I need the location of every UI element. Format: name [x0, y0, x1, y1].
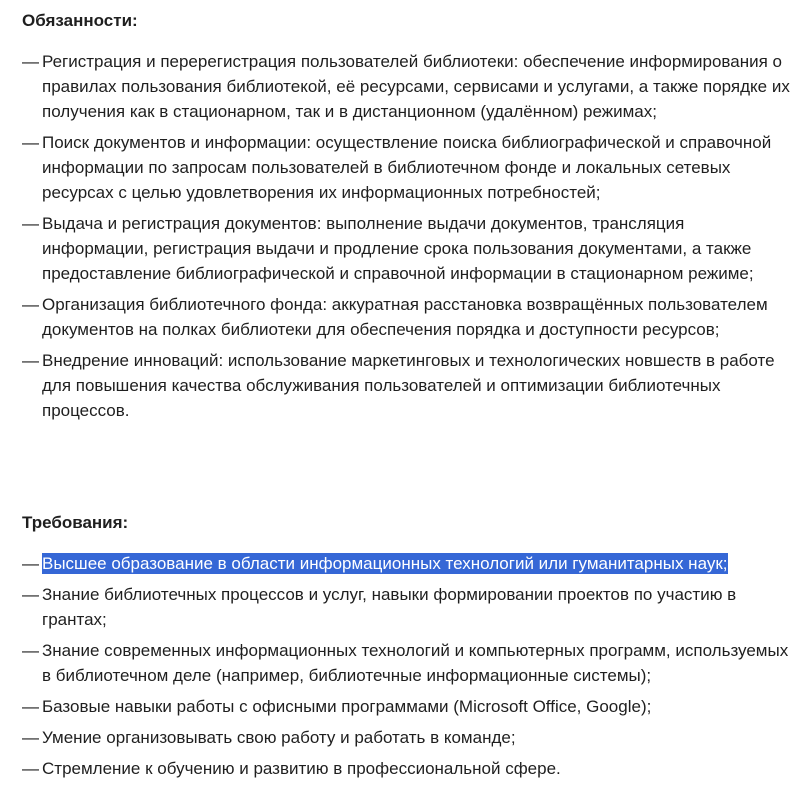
list-item: [0, 551, 811, 576]
list-item-text: Регистрация и перерегистрация пользователей библиотеки: обеспечение информирования о правилах пользования библиотекой, её ресурсами, сервисами и услугами, а также порядке их получения как в стационарном, так и в дистанционном (удалённом) режимах;: [42, 52, 790, 121]
list-item: [0, 694, 811, 719]
duties-heading: Обязанности:: [22, 11, 138, 30]
list-item-text: Базовые навыки работы с офисными программами (Microsoft Office, Google);: [42, 697, 652, 716]
list-dash: —: [22, 351, 39, 370]
list-item-text: Выдача и регистрация документов: выполнение выдачи документов, трансляция информации, регистрация выдачи и продление срока пользования документами, а также предоставление библиографической и справочной информации в стационарном режиме;: [42, 214, 754, 283]
selected-text[interactable]: Высшее образование в области информационных технологий или гуманитарных наук;: [42, 554, 728, 573]
list-item: [0, 348, 811, 423]
list-item: [0, 582, 811, 632]
list-dash: —: [22, 697, 39, 716]
list-item-text: Стремление к обучению и развитию в профессиональной сфере.: [42, 759, 561, 778]
list-item: [0, 292, 811, 342]
list-item: [0, 49, 811, 124]
list-item: [0, 725, 811, 750]
list-item-text: Внедрение инноваций: использование маркетинговых и технологических новшеств в работе для повышения качества обслуживания пользователей и оптимизации библиотечных процессов.: [42, 351, 775, 420]
list-item: [0, 211, 811, 286]
list-item: [0, 756, 811, 781]
list-item-text: Организация библиотечного фонда: аккуратная расстановка возвращённых пользователем документов на полках библиотеки для обеспечения порядка и доступности ресурсов;: [42, 295, 768, 339]
list-item: [0, 130, 811, 205]
list-dash: —: [22, 585, 39, 604]
list-dash: —: [22, 295, 39, 314]
list-dash: —: [22, 728, 39, 747]
duties-list: [0, 49, 811, 429]
requirements-heading: Требования:: [22, 513, 129, 532]
list-item-text: Знание современных информационных технологий и компьютерных программ, используемых в библиотечном деле (например, библиотечные информационные системы);: [42, 641, 789, 685]
list-item-text: Знание библиотечных процессов и услуг, навыки формировании проектов по участию в грантах;: [42, 585, 737, 629]
list-item-text: Умение организовывать свою работу и работать в команде;: [42, 728, 516, 747]
list-dash: —: [22, 214, 39, 233]
list-dash: —: [22, 52, 39, 71]
list-item: [0, 638, 811, 688]
list-item-text: Поиск документов и информации: осуществление поиска библиографической и справочной информации по запросам пользователей в библиотечном фонде и локальных сетевых ресурсах с целью удовлетворения их информационных потребностей;: [42, 133, 772, 202]
list-dash: —: [22, 133, 39, 152]
list-dash: —: [22, 759, 39, 778]
list-dash: —: [22, 554, 39, 573]
list-dash: —: [22, 641, 39, 660]
requirements-list: [0, 551, 811, 787]
